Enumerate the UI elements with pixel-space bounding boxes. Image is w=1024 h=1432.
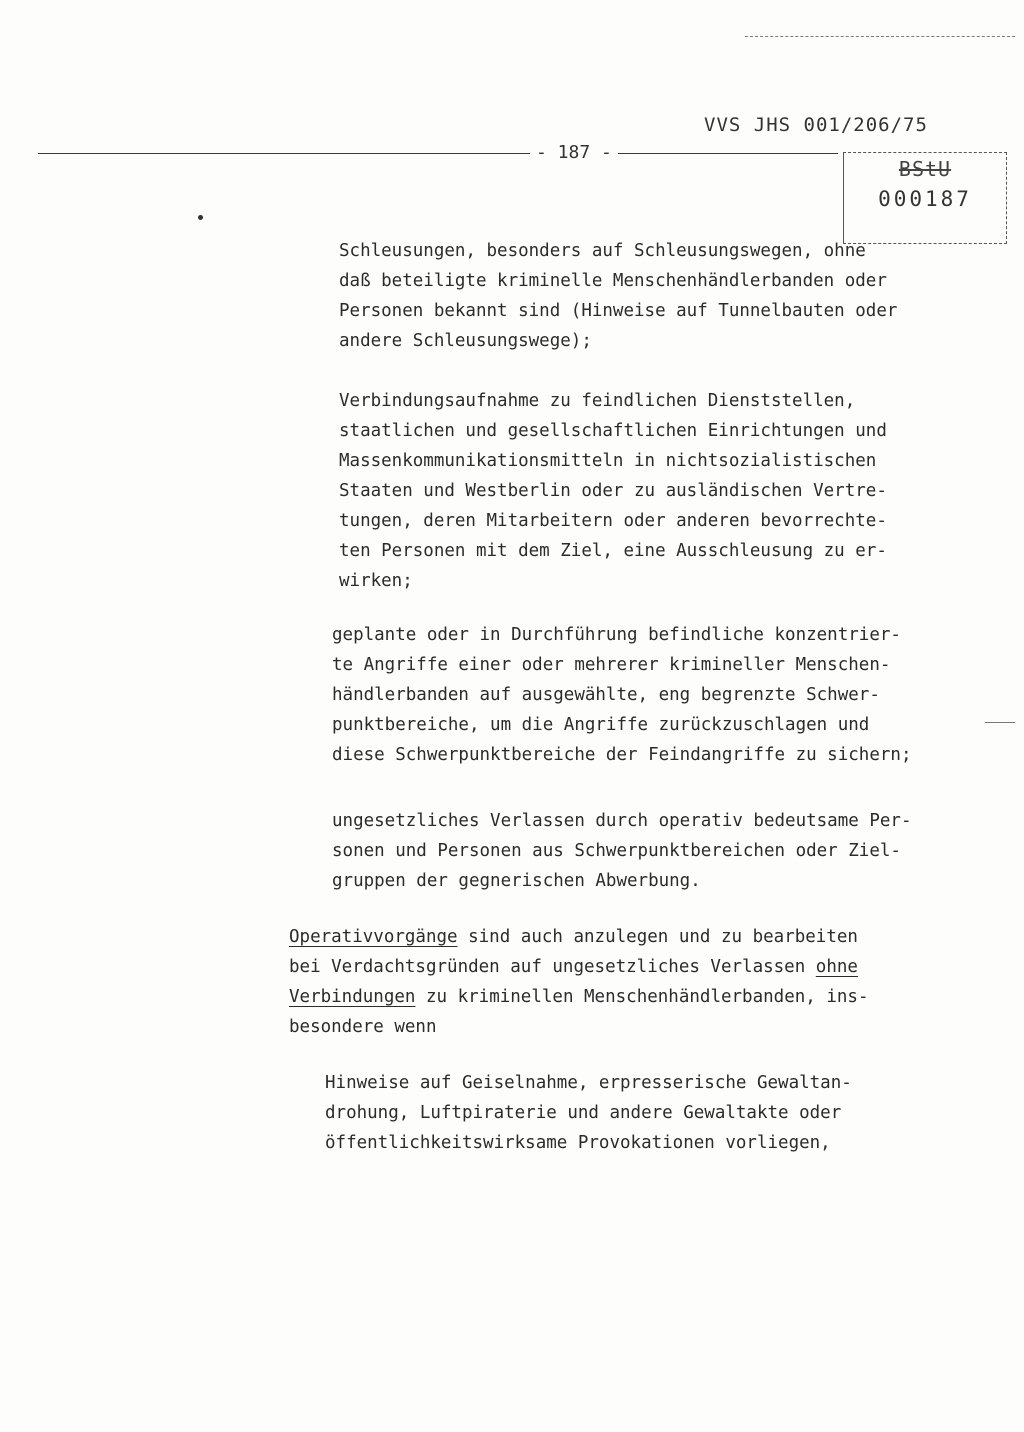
text-line: daß beteiligte kriminelle Menschenhändlerbanden oder <box>339 271 887 291</box>
text-fragment: zu kriminellen Menschenhändlerbanden, ins- <box>415 987 869 1007</box>
header-rule <box>38 153 838 154</box>
text-line: besondere wenn <box>289 1017 437 1037</box>
text-line: Verbindungsaufnahme zu feindlichen Dienststellen, <box>339 391 856 411</box>
archive-stamp <box>843 152 1007 244</box>
paragraph-schleusungen <box>339 236 897 356</box>
text-line: punktbereiche, um die Angriffe zurückzuschlagen und <box>332 715 870 735</box>
underlined-term: Verbindungen <box>289 987 416 1007</box>
text-line: staatlichen und gesellschaftlichen Einrichtungen und <box>339 421 887 441</box>
text-line: Hinweise auf Geiselnahme, erpresserische Gewaltan- <box>325 1073 852 1093</box>
underlined-term: ohne <box>815 957 858 977</box>
text-line: sonen und Personen aus Schwerpunktbereichen oder Ziel- <box>332 841 901 861</box>
paragraph-verlassen <box>332 806 911 896</box>
text-line: Staaten und Westberlin oder zu ausländischen Vertre- <box>339 481 887 501</box>
text-line: Schleusungen, besonders auf Schleusungswegen, ohne <box>339 241 866 261</box>
text-line: wirken; <box>339 571 413 591</box>
margin-dash <box>985 722 1015 723</box>
text-line <box>289 952 868 982</box>
text-line: andere Schleusungswege); <box>339 331 592 351</box>
text-line: Massenkommunikationsmitteln in nichtsozialistischen <box>339 451 877 471</box>
underlined-term: Operativvorgänge <box>289 927 458 947</box>
text-line <box>289 922 868 952</box>
page-number: - 187 - <box>530 142 618 163</box>
text-fragment: bei Verdachtsgründen auf ungesetzliches Verlassen <box>289 957 816 977</box>
top-edge-rule <box>745 36 1015 37</box>
paragraph-angriffe <box>332 620 911 770</box>
text-line: ungesetzliches Verlassen durch operativ bedeutsame Per- <box>332 811 912 831</box>
paragraph-hinweise <box>325 1068 852 1158</box>
stamp-number: 000187 <box>878 187 972 211</box>
text-line <box>289 982 868 1012</box>
text-line: drohung, Luftpiraterie und andere Gewaltakte oder <box>325 1103 842 1123</box>
text-line: Personen bekannt sind (Hinweise auf Tunnelbauten oder <box>339 301 898 321</box>
text-line: te Angriffe einer oder mehrerer krimineller Menschen- <box>332 655 891 675</box>
text-line: öffentlichkeitswirksame Provokationen vorliegen, <box>325 1133 831 1153</box>
margin-dot <box>198 215 203 220</box>
text-line: händlerbanden auf ausgewählte, eng begrenzte Schwer- <box>332 685 880 705</box>
document-reference: VVS JHS 001/206/75 <box>704 114 928 136</box>
paragraph-verbindungsaufnahme <box>339 386 887 596</box>
text-line: ten Personen mit dem Ziel, eine Ausschleusung zu er- <box>339 541 887 561</box>
text-line: gruppen der gegnerischen Abwerbung. <box>332 871 701 891</box>
text-line: geplante oder in Durchführung befindliche konzentrier- <box>332 625 901 645</box>
text-line: diese Schwerpunktbereiche der Feindangriffe zu sichern; <box>332 745 912 765</box>
paragraph-operativvorgaenge <box>289 922 868 1042</box>
text-line: tungen, deren Mitarbeitern oder anderen bevorrechte- <box>339 511 887 531</box>
stamp-org: BStU <box>898 157 952 181</box>
text-fragment: sind auch anzulegen und zu bearbeiten <box>457 927 858 947</box>
